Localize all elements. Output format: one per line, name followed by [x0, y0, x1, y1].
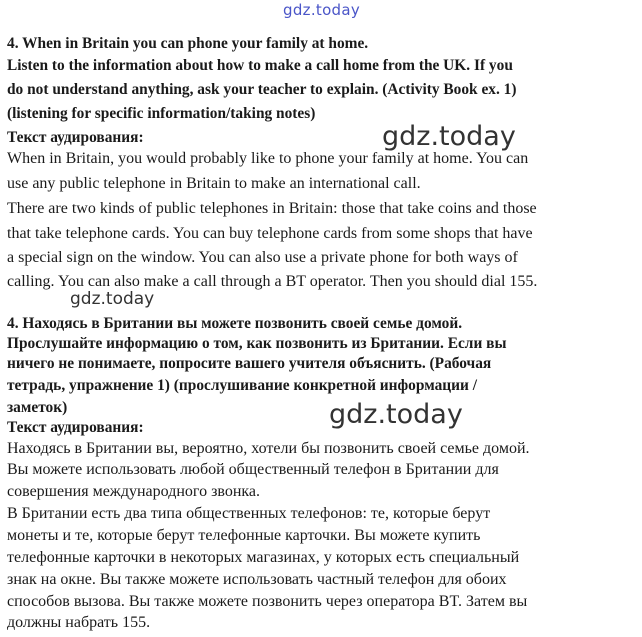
- english-body-line: calling. You can also make a call through a BT operator. Then you should dial 155.: [7, 273, 538, 290]
- russian-body-line: знак на окне. Вы также можете использовать частный телефон для обоих: [7, 571, 507, 588]
- english-task-line: 4. When in Britain you can phone your family at home.: [7, 35, 369, 52]
- russian-task-line: 4. Находясь в Британии вы можете позвонить своей семье домой.: [7, 315, 463, 332]
- english-body-line: There are two kinds of public telephones in Britain: those that take coins and those: [7, 200, 537, 217]
- russian-task-line: ничего не понимаете, попросите вашего учителя объяснить. (Рабочая: [7, 355, 492, 372]
- russian-body-line: должны набрать 155.: [7, 614, 151, 631]
- watermark-small: gdz.today: [70, 289, 155, 309]
- russian-body-line: монеты и те, которые берут телефонные карточки. Вы можете купить: [7, 527, 481, 544]
- russian-body-line: способов вызова. Вы также можете позвонить через оператора BT. Затем вы: [7, 593, 528, 610]
- watermark-mid-russian: gdz.today: [329, 399, 463, 430]
- watermark-top: gdz.today: [283, 1, 361, 19]
- english-body-line: use any public telephone in Britain to make an international call.: [7, 175, 421, 192]
- russian-body-line: телефонные карточки в некоторых магазинах, у которых есть специальный: [7, 549, 520, 566]
- russian-body-line: Вы можете использовать любой общественный телефон в Британии для: [7, 461, 499, 478]
- english-task-line: (listening for specific information/taking notes): [7, 105, 316, 122]
- english-body-line: that take telephone cards. You can buy telephone cards from some shops that have: [7, 225, 533, 242]
- russian-body-line: В Британии есть два типа общественных телефонов: те, которые берут: [7, 505, 491, 522]
- english-heading: Текст аудирования:: [7, 129, 144, 146]
- english-task-line: do not understand anything, ask your teacher to explain. (Activity Book ex. 1): [7, 81, 517, 98]
- russian-task-line: Прослушайте информацию о том, как позвонить из Британии. Если вы: [7, 335, 507, 352]
- russian-body-line: совершения международного звонка.: [7, 483, 261, 500]
- english-body-line: a special sign on the window. You can also use a private phone for both ways of: [7, 249, 518, 266]
- russian-task-line: тетрадь, упражнение 1) (прослушивание конкретной информации /: [7, 377, 477, 394]
- english-body-line: When in Britain, you would probably like to phone your family at home. You can: [7, 150, 529, 167]
- russian-body-line: Находясь в Британии вы, вероятно, хотели бы позвонить своей семье домой.: [7, 440, 530, 457]
- russian-task-line: заметок): [7, 399, 68, 416]
- english-task-line: Listen to the information about how to make a call home from the UK. If you: [7, 57, 513, 74]
- russian-heading: Текст аудирования:: [7, 419, 144, 436]
- watermark-mid-english: gdz.today: [382, 121, 516, 152]
